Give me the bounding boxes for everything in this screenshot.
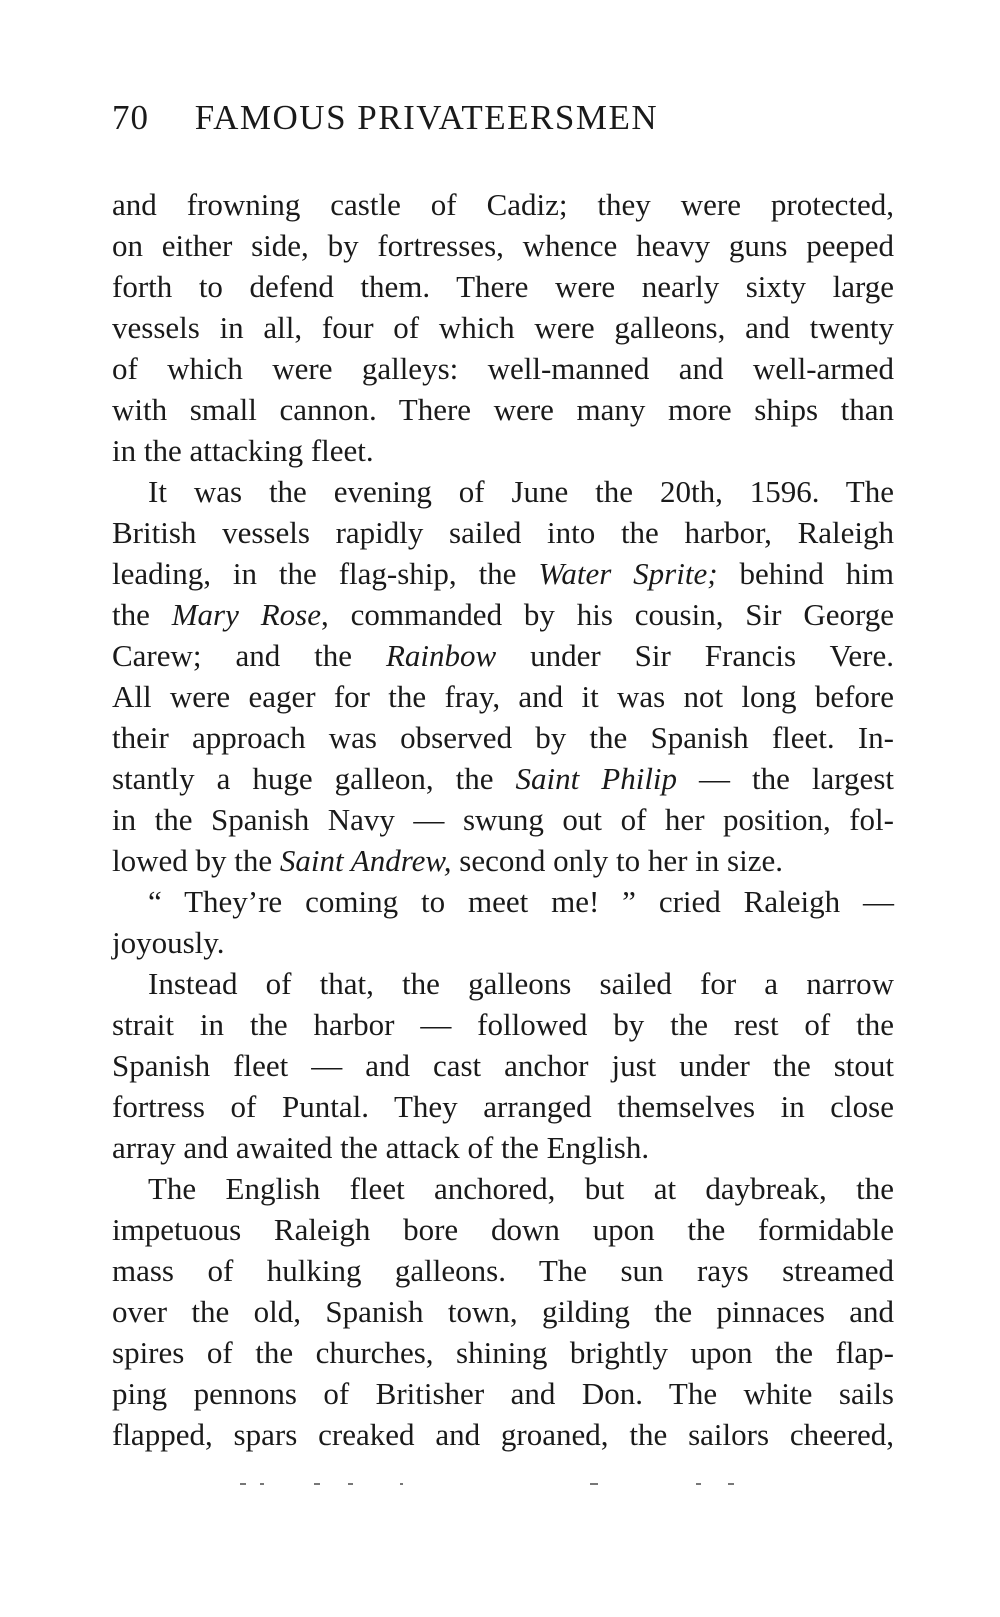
text-run: — the largest xyxy=(677,761,894,796)
text-run: Carew; and the xyxy=(112,638,386,673)
text-line: It was the evening of June the 20th, 1596. The xyxy=(148,474,894,509)
text-run: lowed by the xyxy=(112,843,280,878)
text-line: in the attacking fleet. xyxy=(112,433,374,468)
text-line xyxy=(112,840,894,881)
text-line: British vessels rapidly sailed into the harbor, Raleigh xyxy=(112,515,894,550)
body-text xyxy=(112,184,894,1455)
running-title: FAMOUS PRIVATEERSMEN xyxy=(194,98,659,137)
text-line: joyously. xyxy=(112,925,225,960)
text-line: mass of hulking galleons. The sun rays streamed xyxy=(112,1253,894,1288)
text-line: vessels in all, four of which were galleons, and twenty xyxy=(112,310,894,345)
text-line: All were eager for the fray, and it was not long before xyxy=(112,679,894,714)
text-line: forth to defend them. There were nearly sixty large xyxy=(112,269,894,304)
text-line: over the old, Spanish town, gilding the pinnaces and xyxy=(112,1294,894,1329)
text-line: strait in the harbor — followed by the rest of the xyxy=(112,1007,894,1042)
text-line: their approach was observed by the Spanish fleet. In- xyxy=(112,720,894,755)
text-run: under Sir Francis Vere. xyxy=(496,638,894,673)
italic-text: Saint Andrew, xyxy=(279,843,452,878)
text-line: “ They’re coming to meet me! ” cried Raleigh — xyxy=(148,884,894,919)
running-head xyxy=(112,98,892,148)
text-run: behind him xyxy=(717,556,894,591)
text-line xyxy=(112,553,894,594)
text-line: on either side, by fortresses, whence heavy guns peeped xyxy=(112,228,894,263)
text-line: The English fleet anchored, but at daybreak, the xyxy=(148,1171,894,1206)
bottom-print-marks xyxy=(230,1478,750,1490)
text-line: ping pennons of Britisher and Don. The white sails xyxy=(112,1376,894,1411)
italic-text: Rainbow xyxy=(385,638,497,673)
text-run: leading, in the flag-ship, the xyxy=(112,556,539,591)
text-line xyxy=(112,635,894,676)
text-line xyxy=(112,594,894,635)
text-run: stantly a huge galleon, the xyxy=(112,761,516,796)
text-line: fortress of Puntal. They arranged themselves in close xyxy=(112,1089,894,1124)
text-run: the xyxy=(112,597,172,632)
italic-text: Mary Rose xyxy=(171,597,321,632)
text-line: with small cannon. There were many more ships than xyxy=(112,392,894,427)
text-line: impetuous Raleigh bore down upon the formidable xyxy=(112,1212,894,1247)
text-run: , commanded by his cousin, Sir George xyxy=(320,597,894,632)
text-line xyxy=(112,758,894,799)
text-line: Spanish fleet — and cast anchor just under the stout xyxy=(112,1048,894,1083)
text-line: in the Spanish Navy — swung out of her position, fol- xyxy=(112,802,894,837)
page-number: 70 xyxy=(112,98,149,137)
text-line: of which were galleys: well-manned and well-armed xyxy=(112,351,894,386)
text-line: spires of the churches, shining brightly upon the flap- xyxy=(112,1335,894,1370)
text-line: Instead of that, the galleons sailed for a narrow xyxy=(148,966,894,1001)
text-run: second only to her in size. xyxy=(451,843,783,878)
text-line: array and awaited the attack of the English. xyxy=(112,1130,650,1165)
text-line: and frowning castle of Cadiz; they were protected, xyxy=(112,187,894,222)
text-line: flapped, spars creaked and groaned, the sailors cheered, xyxy=(112,1417,894,1452)
italic-text: Saint Philip xyxy=(515,761,678,796)
italic-text: Water Sprite; xyxy=(538,556,718,591)
